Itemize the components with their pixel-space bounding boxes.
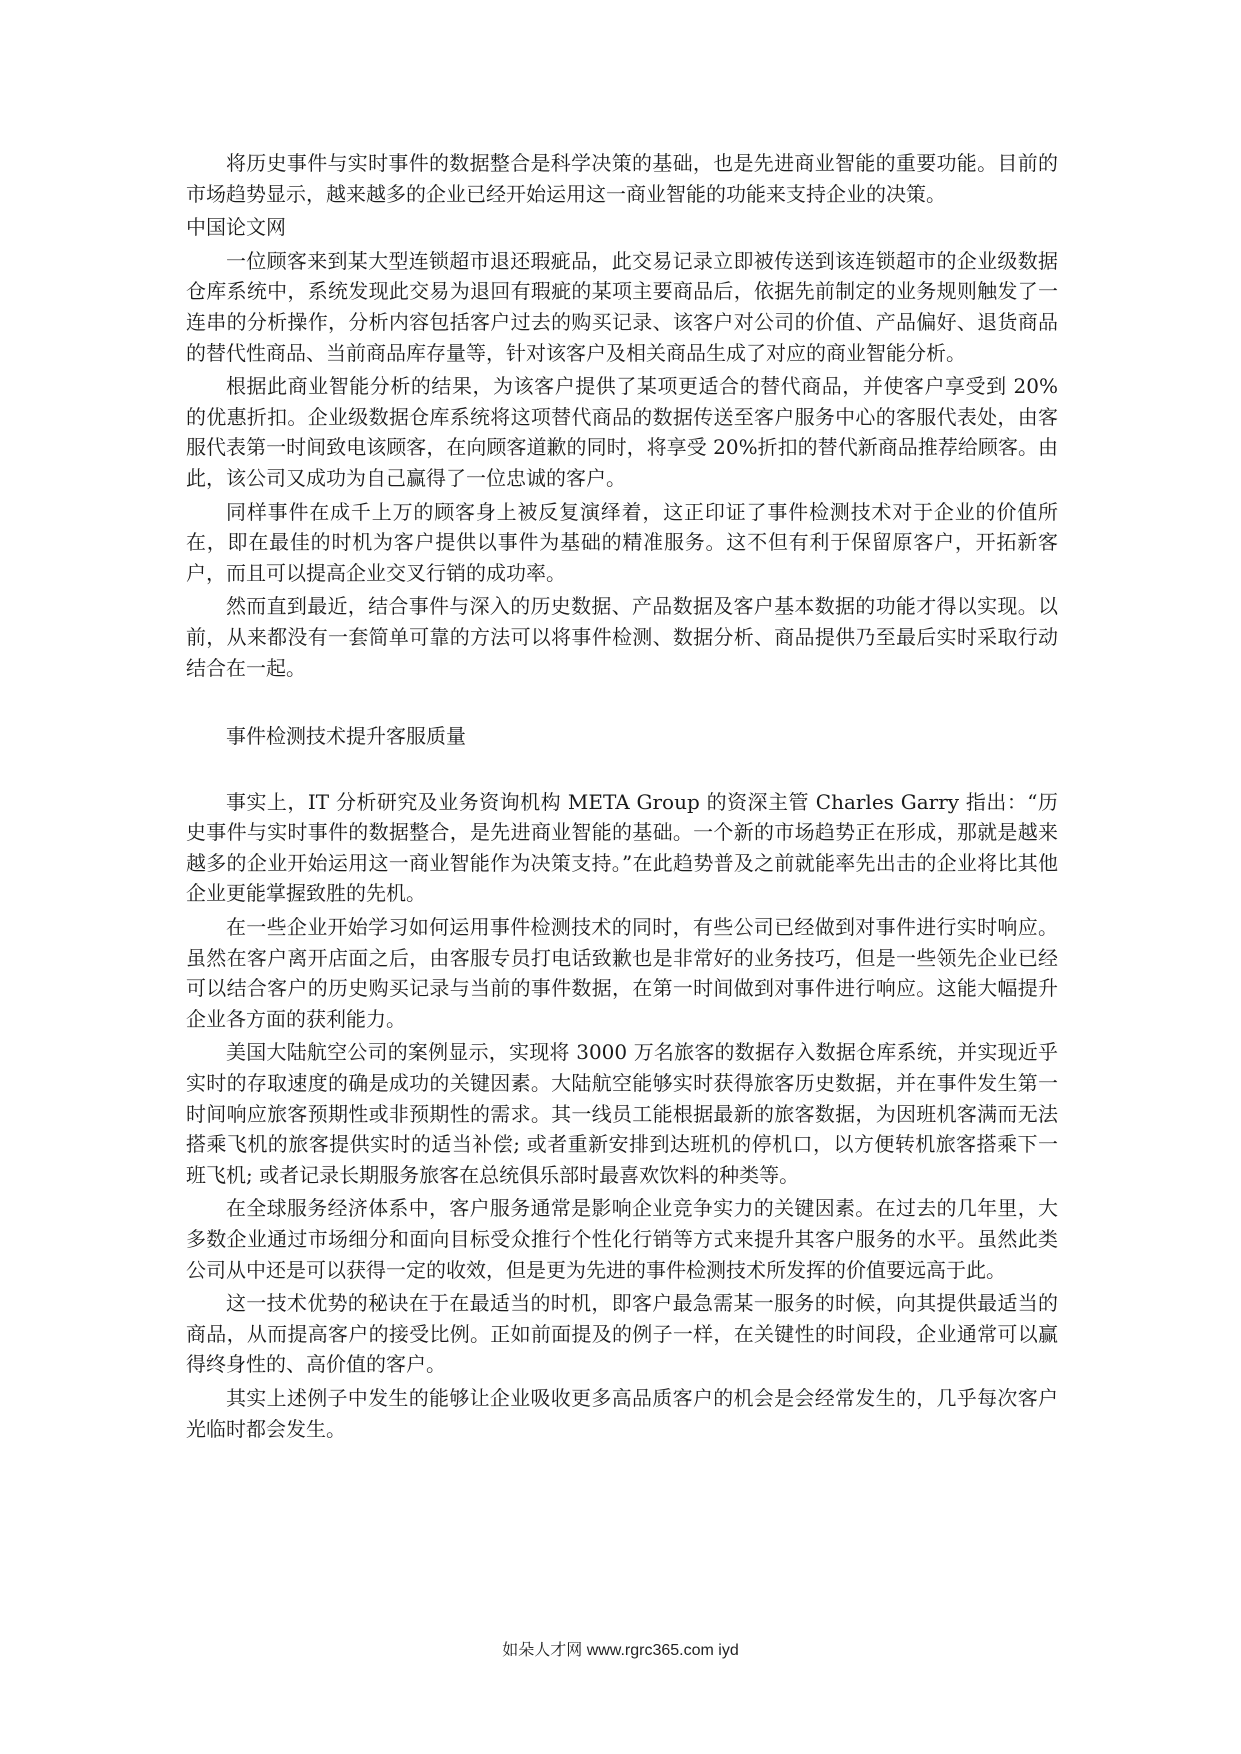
paragraph: 然而直到最近，结合事件与深入的历史数据、产品数据及客户基本数据的功能才得以实现。以前，从来都没有一套简单可靠的方法可以将事件检测、数据分析、商品提供乃至最后实时采取行动结合在一起。 — [186, 594, 1058, 680]
paragraph: 一位顾客来到某大型连锁超市退还瑕疵品，此交易记录立即被传送到该连锁超市的企业级数据仓库系统中，系统发现此交易为退回有瑕疵的某项主要商品后，依据先前制定的业务规则触发了一连串的分析操作，分析内容包括客户过去的购买记录、该客户对公司的价值、产品偏好、退货商品的替代性商品、当前商品库存量等，针对该客户及相关商品生成了对应的商业智能分析。 — [186, 248, 1058, 365]
paragraph: 这一技术优势的秘诀在于在最适当的时机，即客户最急需某一服务的时候，向其提供最适当的商品，从而提高客户的接受比例。正如前面提及的例子一样，在关键性的时间段，企业通常可以赢得终身性的、高价值的客户。 — [186, 1291, 1058, 1377]
paragraph: 其实上述例子中发生的能够让企业吸收更多高品质客户的机会是会经常发生的，几乎每次客户光临时都会发生。 — [186, 1385, 1058, 1441]
source-line: 中国论文网 — [186, 215, 286, 240]
page-footer: 如朵人才网 www.rgrc365.com iyd — [502, 1642, 739, 1659]
document-body — [186, 148, 1058, 1447]
paragraph: 在全球服务经济体系中，客户服务通常是影响企业竞争实力的关键因素。在过去的几年里，大多数企业通过市场细分和面向目标受众推行个性化行销等方式来提升其客户服务的水平。虽然此类公司从中还是可以获得一定的收效，但是更为先进的事件检测技术所发挥的价值要远高于此。 — [186, 1196, 1058, 1282]
paragraph: 在一些企业开始学习如何运用事件检测技术的同时，有些公司已经做到对事件进行实时响应。 虽然在客户离开店面之后，由客服专员打电话致歉也是非常好的业务技巧，但是一些领先企业已经可以结合客户的历史购买记录与当前的事件数据，在第一时间做到对事件进行响应。这能大幅提升企业各方面的获利能力。 — [186, 915, 1058, 1031]
paragraph: 将历史事件与实时事件的数据整合是科学决策的基础，也是先进商业智能的重要功能。目前的市场趋势显示，越来越多的企业已经开始运用这一商业智能的功能来支持企业的决策。 — [186, 151, 1058, 206]
spacer — [186, 686, 1058, 721]
paragraph: 事实上，IT 分析研究及业务资询机构 META Group 的资深主管 Charles Garry 指出：“历史事件与实时事件的数据整合，是先进商业智能的基础。一个新的市场趋势正在形成，那就是越来越多的企业开始运用这一商业智能作为决策支持。”在此趋势普及之前就能率先出击的企业将比其他企业更能掌握致胜的先机。 — [186, 789, 1058, 906]
paragraph: 同样事件在成千上万的顾客身上被反复演绎着，这正印证了事件检测技术对于企业的价值所在，即在最佳的时机为客户提供以事件为基础的精准服务。这不但有利于保留原客户，开拓新客户，而且可以提高企业交叉行销的成功率。 — [186, 499, 1058, 585]
paragraph: 根据此商业智能分析的结果，为该客户提供了某项更适合的替代商品，并使客户享受到 20% 的优惠折扣。企业级数据仓库系统将这项替代商品的数据传送至客户服务中心的客服代表处，由客服代表第一时间致电该顾客，在向顾客道歉的同时，将享受 20%折扣的替代新商品推荐给顾客。由此，该公司又成功为自己赢得了一位忠诚的客户。 — [186, 374, 1058, 490]
spacer — [186, 752, 1058, 787]
section-heading: 事件检测技术提升客服质量 — [226, 724, 466, 749]
paragraph: 美国大陆航空公司的案例显示，实现将 3000 万名旅客的数据存入数据仓库系统，并实现近乎实时的存取速度的确是成功的关键因素。大陆航空能够实时获得旅客历史数据，并在事件发生第一时间响应旅客预期性或非预期性的需求。其一线员工能根据最新的旅客数据，为因班机客满而无法搭乘飞机的旅客提供实时的适当补偿; 或者重新安排到达班机的停机口，以方便转机旅客搭乘下一班飞机; 或者记录长期服务旅客在总统俱乐部时最喜欢饮料的种类等。 — [186, 1040, 1058, 1187]
